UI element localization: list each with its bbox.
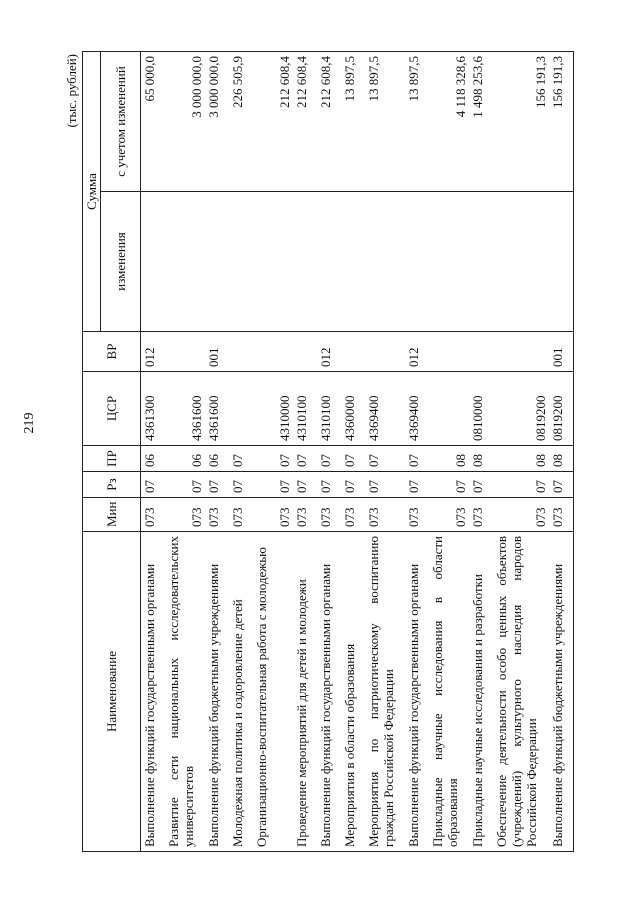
row-min: 073 [469,498,493,532]
row-changes [229,192,253,332]
row-csr: 4361300 [141,372,166,446]
row-changes [165,192,205,332]
row-pr: 08 [469,446,493,472]
row-pr: 06 [165,446,205,472]
row-min: 073 [341,498,365,532]
row-changes [317,192,341,332]
row-name: Выполнение функций бюджетными учреждениями [549,532,574,852]
row-min: 073 [205,498,229,532]
row-csr [429,372,469,446]
row-rz: 07 [405,472,429,498]
row-changes [469,192,493,332]
row-total: 226 505,9 [229,52,253,192]
row-changes [405,192,429,332]
row-total: 3 000 000,0 [205,52,229,192]
table-row [341,52,365,852]
row-rz: 07 [549,472,574,498]
row-vr [429,332,469,372]
table-row [293,52,317,852]
row-pr: 07 [405,446,429,472]
row-csr: 4310100 [293,372,317,446]
header-name: Наименование [83,532,141,852]
row-total: 13 897,5 [405,52,429,192]
table-row [365,52,405,852]
row-csr: 4361600 [165,372,205,446]
table-row [469,52,493,852]
row-rz: 07 [253,472,293,498]
row-pr: 08 [493,446,549,472]
row-pr: 08 [549,446,574,472]
row-csr: 4310100 [317,372,341,446]
row-pr: 07 [293,446,317,472]
row-csr: 4369400 [405,372,429,446]
header-rz: Рз [83,472,141,498]
header-summa: Сумма [83,52,101,332]
row-csr: 0810000 [469,372,493,446]
row-vr: 012 [317,332,341,372]
row-total: 212 608,4 [253,52,293,192]
header-with-changes: с учетом изменений [101,52,141,192]
row-changes [493,192,549,332]
row-vr: 012 [141,332,166,372]
row-min: 073 [293,498,317,532]
row-min: 073 [229,498,253,532]
table-row [253,52,293,852]
row-changes [365,192,405,332]
row-changes [253,192,293,332]
header-pr: ПР [83,446,141,472]
row-pr: 07 [341,446,365,472]
row-vr [253,332,293,372]
row-min: 073 [493,498,549,532]
row-vr [165,332,205,372]
row-name: Молодежная политика и оздоровление детей [229,532,253,852]
row-pr: 08 [429,446,469,472]
row-pr: 07 [253,446,293,472]
row-min: 073 [317,498,341,532]
row-name: Организационно-воспитательная работа с молодежью [253,532,293,852]
table-row [405,52,429,852]
row-vr [365,332,405,372]
row-total: 1 498 253,6 [469,52,493,192]
row-min: 073 [165,498,205,532]
units-note: (тыс. рублей) [64,54,79,128]
row-csr: 0819200 [549,372,574,446]
row-total: 212 608,4 [317,52,341,192]
table-row [493,52,549,852]
row-changes [549,192,574,332]
header-min: Мин [83,498,141,532]
row-total: 4 118 328,6 [429,52,469,192]
row-csr: 4361600 [205,372,229,446]
row-total: 156 191,3 [493,52,549,192]
row-changes [205,192,229,332]
row-rz: 07 [469,472,493,498]
row-pr: 06 [205,446,229,472]
row-rz: 07 [429,472,469,498]
row-vr [341,332,365,372]
row-csr: 0819200 [493,372,549,446]
row-min: 073 [253,498,293,532]
row-csr [229,372,253,446]
row-name: Мероприятия по патриотическому воспитанию граждан Российской Федерации [365,532,405,852]
row-vr [229,332,253,372]
table-row [165,52,205,852]
row-changes [141,192,166,332]
row-vr: 012 [405,332,429,372]
row-name: Прикладные научные исследования в области образования [429,532,469,852]
row-min: 073 [365,498,405,532]
row-pr: 07 [317,446,341,472]
row-total: 156 191,3 [549,52,574,192]
table-row [141,52,166,852]
row-changes [341,192,365,332]
row-changes [429,192,469,332]
rotated-page-content [64,52,604,852]
row-rz: 07 [229,472,253,498]
row-pr: 07 [365,446,405,472]
row-vr: 001 [205,332,229,372]
row-rz: 07 [205,472,229,498]
row-vr: 001 [549,332,574,372]
row-name: Выполнение функций государственными органами [317,532,341,852]
row-total: 212 608,4 [293,52,317,192]
row-name: Развитие сети национальных исследовательских университетов [165,532,205,852]
row-vr [493,332,549,372]
row-total: 13 897,5 [365,52,405,192]
row-name: Прикладные научные исследования и разработки [469,532,493,852]
row-name: Выполнение функций бюджетными учреждениями [205,532,229,852]
header-csr: ЦСР [83,372,141,446]
table-row [429,52,469,852]
row-changes [293,192,317,332]
row-csr: 4369400 [365,372,405,446]
row-min: 073 [141,498,166,532]
row-name: Выполнение функций государственными органами [141,532,166,852]
table-row [229,52,253,852]
row-rz: 07 [365,472,405,498]
row-vr [293,332,317,372]
budget-table [82,51,574,852]
row-min: 073 [429,498,469,532]
row-pr: 07 [229,446,253,472]
row-pr: 06 [141,446,166,472]
row-name: Мероприятия в области образования [341,532,365,852]
table-row [549,52,574,852]
row-name: Обеспечение деятельности особо ценных объектов (учреждений) культурного наследия народов Российской Федерации [493,532,549,852]
row-name: Выполнение функций государственными органами [405,532,429,852]
header-vr: ВР [83,332,141,372]
row-total: 3 000 000,0 [165,52,205,192]
row-csr: 4360000 [341,372,365,446]
table-row [205,52,229,852]
row-vr [469,332,493,372]
row-rz: 07 [493,472,549,498]
row-rz: 07 [341,472,365,498]
row-min: 073 [549,498,574,532]
page-number: 219 [22,412,37,434]
header-changes: изменения [101,192,141,332]
table-row [317,52,341,852]
row-total: 13 897,5 [341,52,365,192]
row-rz: 07 [317,472,341,498]
row-csr: 4310000 [253,372,293,446]
row-total: 65 000,0 [141,52,166,192]
row-rz: 07 [165,472,205,498]
row-name: Проведение мероприятий для детей и молодежи [293,532,317,852]
row-min: 073 [405,498,429,532]
row-rz: 07 [141,472,166,498]
row-rz: 07 [293,472,317,498]
